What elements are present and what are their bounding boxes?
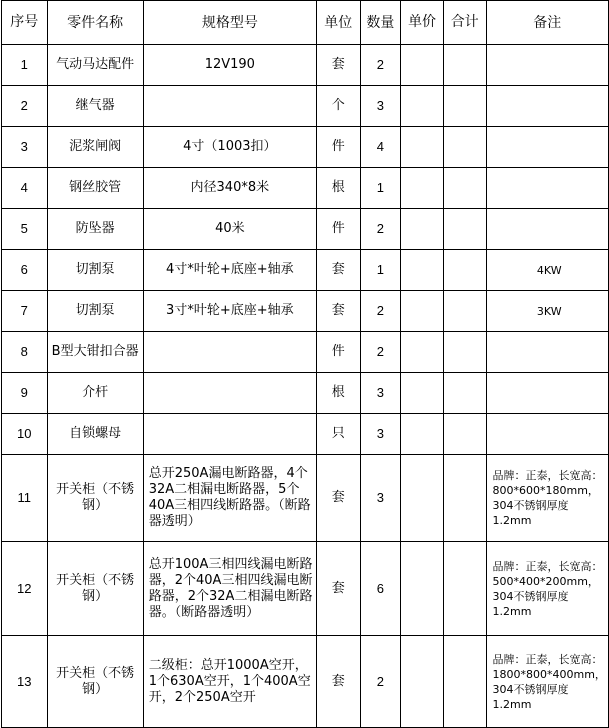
header-total: 合计 bbox=[443, 1, 486, 45]
cell-name: 泥浆闸阀 bbox=[47, 127, 143, 168]
header-name: 零件名称 bbox=[47, 1, 143, 45]
cell-price bbox=[401, 455, 444, 542]
cell-qty: 1 bbox=[360, 168, 401, 209]
cell-seq: 3 bbox=[2, 127, 48, 168]
cell-name: B型大钳扣合器 bbox=[47, 332, 143, 373]
cell-unit: 套 bbox=[316, 291, 360, 332]
cell-qty: 3 bbox=[360, 373, 401, 414]
cell-remark bbox=[486, 127, 609, 168]
cell-remark bbox=[486, 209, 609, 250]
table-row bbox=[2, 168, 609, 209]
cell-remark: 3KW bbox=[486, 291, 609, 332]
cell-seq: 13 bbox=[2, 636, 48, 728]
cell-price bbox=[401, 291, 444, 332]
cell-unit: 只 bbox=[316, 414, 360, 455]
cell-seq: 8 bbox=[2, 332, 48, 373]
cell-unit: 根 bbox=[316, 168, 360, 209]
header-seq: 序号 bbox=[2, 1, 48, 45]
cell-qty: 3 bbox=[360, 86, 401, 127]
cell-total bbox=[443, 414, 486, 455]
cell-spec: 40米 bbox=[143, 209, 316, 250]
cell-unit: 件 bbox=[316, 332, 360, 373]
cell-unit: 套 bbox=[316, 455, 360, 542]
cell-remark bbox=[486, 414, 609, 455]
cell-price bbox=[401, 45, 444, 86]
cell-name: 气动马达配件 bbox=[47, 45, 143, 86]
header-remark: 备注 bbox=[486, 1, 609, 45]
table-row bbox=[2, 86, 609, 127]
table-row bbox=[2, 414, 609, 455]
table-row bbox=[2, 373, 609, 414]
cell-seq: 6 bbox=[2, 250, 48, 291]
cell-spec: 12V190 bbox=[143, 45, 316, 86]
cell-remark: 4KW bbox=[486, 250, 609, 291]
cell-seq: 4 bbox=[2, 168, 48, 209]
cell-unit: 件 bbox=[316, 209, 360, 250]
cell-total bbox=[443, 291, 486, 332]
cell-spec bbox=[143, 332, 316, 373]
cell-spec: 总开100A三相四线漏电断路器，2个40A三相四线漏电断路器，2个32A二相漏电断路器。（断路器透明） bbox=[143, 542, 316, 636]
cell-qty: 2 bbox=[360, 636, 401, 728]
cell-price bbox=[401, 542, 444, 636]
cell-spec: 4寸（1003扣） bbox=[143, 127, 316, 168]
cell-total bbox=[443, 455, 486, 542]
cell-name: 切割泵 bbox=[47, 250, 143, 291]
cell-total bbox=[443, 636, 486, 728]
cell-price bbox=[401, 373, 444, 414]
cell-name: 切割泵 bbox=[47, 291, 143, 332]
table-row bbox=[2, 291, 609, 332]
cell-total bbox=[443, 209, 486, 250]
cell-qty: 2 bbox=[360, 291, 401, 332]
cell-price bbox=[401, 86, 444, 127]
cell-remark: 品牌：正泰，长宽高：1800*800*400mm，304不锈钢厚度1.2mm bbox=[486, 636, 609, 728]
cell-qty: 4 bbox=[360, 127, 401, 168]
cell-remark bbox=[486, 168, 609, 209]
cell-name: 钢丝胶管 bbox=[47, 168, 143, 209]
cell-seq: 1 bbox=[2, 45, 48, 86]
cell-qty: 3 bbox=[360, 414, 401, 455]
cell-price bbox=[401, 250, 444, 291]
cell-total bbox=[443, 373, 486, 414]
cell-price bbox=[401, 168, 444, 209]
cell-total bbox=[443, 168, 486, 209]
cell-price bbox=[401, 209, 444, 250]
table-row bbox=[2, 45, 609, 86]
cell-seq: 9 bbox=[2, 373, 48, 414]
cell-remark: 品牌：正泰，长宽高：800*600*180mm，304不锈钢厚度1.2mm bbox=[486, 455, 609, 542]
cell-price bbox=[401, 414, 444, 455]
cell-spec: 内径340*8米 bbox=[143, 168, 316, 209]
cell-qty: 2 bbox=[360, 209, 401, 250]
cell-unit: 个 bbox=[316, 86, 360, 127]
table-row bbox=[2, 127, 609, 168]
cell-qty: 6 bbox=[360, 542, 401, 636]
cell-seq: 11 bbox=[2, 455, 48, 542]
cell-total bbox=[443, 250, 486, 291]
cell-seq: 2 bbox=[2, 86, 48, 127]
cell-unit: 套 bbox=[316, 542, 360, 636]
cell-remark: 品牌：正泰，长宽高：500*400*200mm，304不锈钢厚度1.2mm bbox=[486, 542, 609, 636]
cell-spec: 二级柜：总开1000A空开，1个630A空开，1个400A空开，2个250A空开 bbox=[143, 636, 316, 728]
parts-table bbox=[1, 0, 609, 728]
cell-total bbox=[443, 332, 486, 373]
cell-qty: 2 bbox=[360, 332, 401, 373]
cell-price bbox=[401, 332, 444, 373]
cell-seq: 5 bbox=[2, 209, 48, 250]
cell-remark bbox=[486, 86, 609, 127]
cell-unit: 套 bbox=[316, 250, 360, 291]
cell-name: 自锁螺母 bbox=[47, 414, 143, 455]
cell-seq: 10 bbox=[2, 414, 48, 455]
cell-qty: 3 bbox=[360, 455, 401, 542]
cell-name: 继气器 bbox=[47, 86, 143, 127]
cell-total bbox=[443, 86, 486, 127]
cell-total bbox=[443, 45, 486, 86]
cell-name: 介杆 bbox=[47, 373, 143, 414]
header-unit: 单位 bbox=[316, 1, 360, 45]
header-spec: 规格型号 bbox=[143, 1, 316, 45]
cell-remark bbox=[486, 373, 609, 414]
cell-spec bbox=[143, 86, 316, 127]
cell-qty: 1 bbox=[360, 250, 401, 291]
cell-seq: 7 bbox=[2, 291, 48, 332]
cell-unit: 套 bbox=[316, 636, 360, 728]
table-row bbox=[2, 455, 609, 542]
table-row bbox=[2, 332, 609, 373]
table-row bbox=[2, 209, 609, 250]
cell-remark bbox=[486, 332, 609, 373]
cell-unit: 根 bbox=[316, 373, 360, 414]
cell-total bbox=[443, 542, 486, 636]
cell-spec: 4寸*叶轮+底座+轴承 bbox=[143, 250, 316, 291]
cell-qty: 2 bbox=[360, 45, 401, 86]
cell-spec: 3寸*叶轮+底座+轴承 bbox=[143, 291, 316, 332]
cell-name: 开关柜（不锈钢） bbox=[47, 636, 143, 728]
cell-spec: 总开250A漏电断路器，4个32A二相漏电断路器，5个40A三相四线断路器。（断路器透明） bbox=[143, 455, 316, 542]
table-row bbox=[2, 250, 609, 291]
table-row bbox=[2, 636, 609, 728]
cell-spec bbox=[143, 373, 316, 414]
cell-name: 防坠器 bbox=[47, 209, 143, 250]
cell-total bbox=[443, 127, 486, 168]
cell-price bbox=[401, 636, 444, 728]
header-price: 单价 bbox=[401, 1, 444, 45]
header-row bbox=[2, 1, 609, 45]
cell-unit: 套 bbox=[316, 45, 360, 86]
cell-name: 开关柜（不锈钢） bbox=[47, 542, 143, 636]
cell-seq: 12 bbox=[2, 542, 48, 636]
table-row bbox=[2, 542, 609, 636]
cell-spec bbox=[143, 414, 316, 455]
header-qty: 数量 bbox=[360, 1, 401, 45]
cell-price bbox=[401, 127, 444, 168]
cell-remark bbox=[486, 45, 609, 86]
cell-name: 开关柜（不锈钢） bbox=[47, 455, 143, 542]
cell-unit: 件 bbox=[316, 127, 360, 168]
